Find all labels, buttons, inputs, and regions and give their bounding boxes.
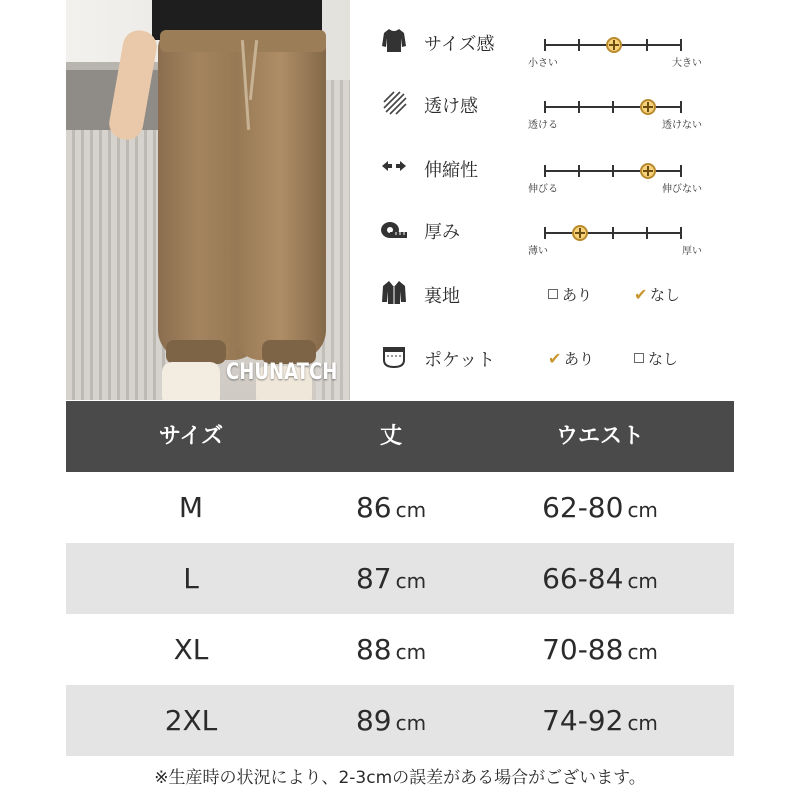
option-lining-yes: あり: [548, 284, 592, 305]
cell-waist: 62-80 cm: [542, 491, 658, 524]
measuring-tape-icon: [380, 214, 408, 242]
photo-shoe-left: [162, 362, 220, 400]
scale-marker: [640, 99, 656, 115]
attr-lining: [376, 274, 706, 324]
stretch-arrows-icon: [380, 152, 408, 180]
cell-length: 86 cm: [355, 491, 427, 524]
cell-length: 88 cm: [355, 633, 427, 666]
header-waist: ウエスト: [555, 424, 644, 449]
brand-logo: CHUNATCH: [226, 360, 338, 385]
table-header: [66, 401, 734, 472]
scale-sheerness: [528, 106, 702, 131]
option-pocket-yes: ✔ あり: [548, 349, 595, 368]
attr-label: ポケット: [424, 350, 496, 371]
scale-low-label: 透ける: [528, 120, 558, 131]
cell-waist: 66-84 cm: [542, 562, 658, 595]
attr-label: 厚み: [424, 222, 460, 243]
header-length: 丈: [379, 424, 402, 449]
scale-low-label: 伸びる: [528, 184, 558, 195]
cell-size: 2XL: [164, 704, 218, 737]
cell-size: XL: [173, 633, 209, 666]
photo-cuff-left: [166, 340, 226, 364]
checkmark-icon: ✔: [548, 349, 562, 368]
pocket-icon: [380, 342, 408, 370]
table-row: [66, 685, 734, 756]
attr-label: 裏地: [424, 286, 460, 307]
attr-label: 透け感: [424, 96, 478, 117]
cell-size: M: [178, 491, 204, 524]
measurement-note: ※生産時の状況により、2-3cmの誤差がある場合がございます。: [154, 768, 646, 788]
checkbox-empty: [548, 289, 558, 299]
option-lining-no: ✔ なし: [634, 285, 681, 304]
attr-label: 伸縮性: [424, 160, 478, 181]
cell-length: 89 cm: [355, 704, 427, 737]
scale-high-label: 厚い: [682, 246, 702, 257]
checkbox-empty: [634, 353, 644, 363]
attr-pocket: [376, 338, 706, 388]
attr-thickness: [376, 210, 706, 260]
scale-high-label: 大きい: [672, 58, 702, 69]
scale-marker: [606, 37, 622, 53]
table-row: [66, 472, 734, 543]
cell-size: L: [183, 562, 199, 595]
shirt-icon: [380, 26, 408, 54]
table-row: [66, 614, 734, 685]
scale-high-label: 伸びない: [662, 184, 702, 195]
scale-stretch: [528, 170, 702, 195]
sheer-fabric-icon: [380, 88, 408, 116]
lining-jacket-icon: [380, 278, 408, 306]
product-photo: [66, 0, 350, 400]
attr-stretch: [376, 148, 706, 198]
photo-pants-right-leg: [236, 30, 326, 360]
scale-marker: [640, 163, 656, 179]
attr-sheerness: [376, 84, 706, 134]
cell-waist: 74-92 cm: [542, 704, 658, 737]
cell-length: 87 cm: [355, 562, 427, 595]
scale-low-label: 小さい: [528, 58, 558, 69]
checkmark-icon: ✔: [634, 285, 648, 304]
cell-waist: 70-88 cm: [542, 633, 658, 666]
attr-label: サイズ感: [424, 34, 495, 55]
scale-marker: [572, 225, 588, 241]
table-row: [66, 543, 734, 614]
attr-size-feel: [376, 22, 706, 72]
option-pocket-no: なし: [634, 348, 678, 369]
scale-low-label: 薄い: [528, 246, 548, 257]
header-size: サイズ: [158, 424, 224, 449]
scale-size-feel: [528, 44, 702, 69]
scale-high-label: 透けない: [662, 120, 702, 131]
scale-thickness: [528, 232, 702, 257]
size-table: [66, 401, 734, 756]
